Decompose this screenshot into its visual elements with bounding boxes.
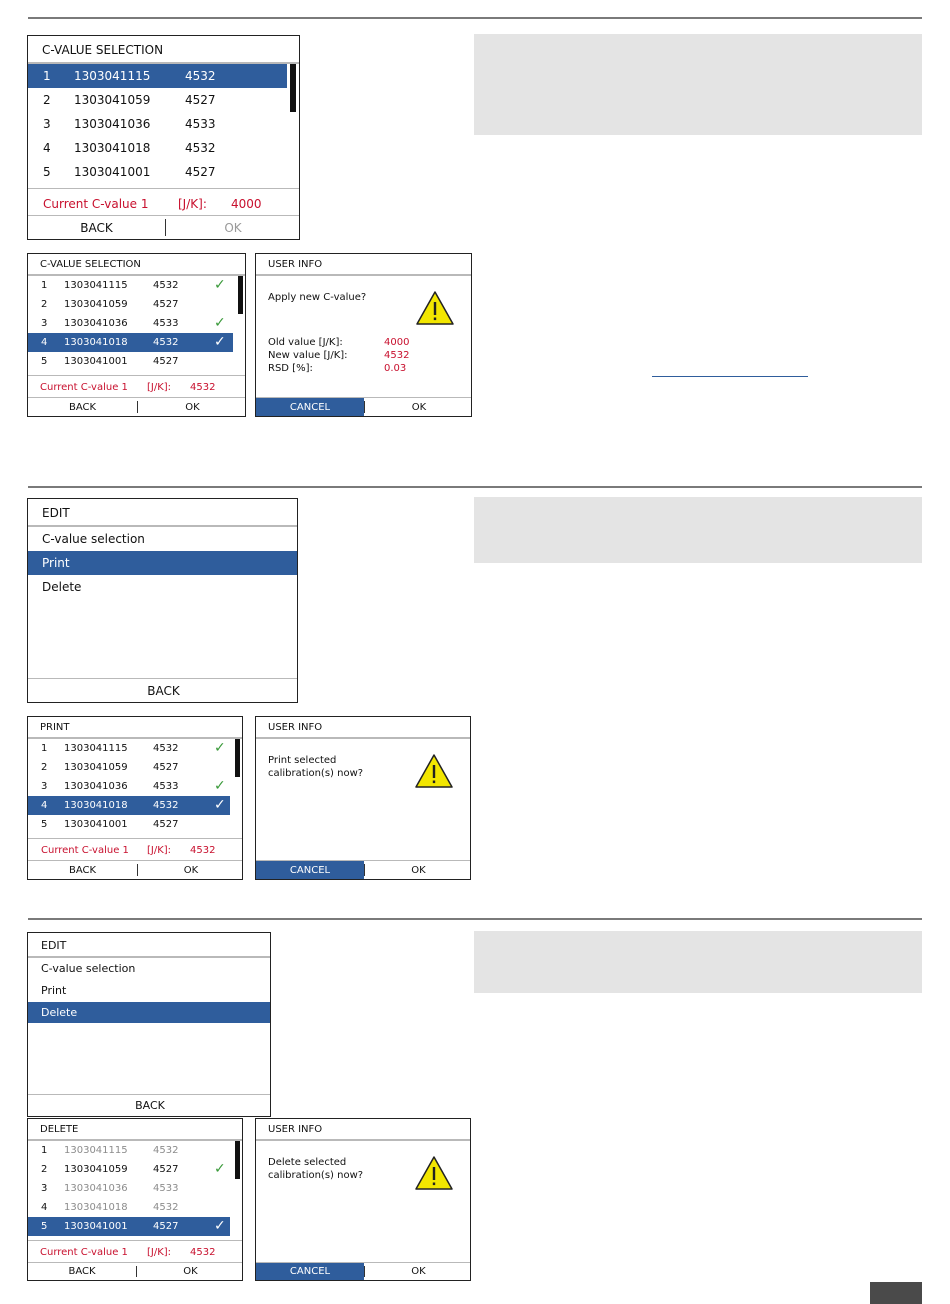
menu-item-print[interactable]: Print [41,984,67,997]
section-divider [28,17,922,19]
dialog-message-line1: Print selected [268,755,337,766]
softkey-bar [28,678,297,702]
checkmark-icon: ✓ [214,315,226,331]
softkey-bar [28,1094,270,1116]
checkmark-icon: ✓ [214,740,226,756]
screen-title: PRINT [28,717,242,739]
rsd-value: 0.03 [384,363,407,374]
dialog-message-line1: Delete selected [268,1157,347,1168]
checkmark-icon: ✓ [214,797,226,813]
menu-item-delete[interactable]: Delete [28,1002,270,1023]
list-item[interactable]: 4 1303041018 4532 ✓ [28,333,233,352]
edit-menu-screen [27,498,298,703]
checkmark-icon: ✓ [214,1218,226,1234]
cvalue-selection-screen [27,253,246,417]
scrollbar[interactable] [290,64,296,112]
dialog-title: USER INFO [256,254,471,276]
list-item[interactable]: 5 1303041001 4527 [41,356,179,367]
edit-menu-screen [27,932,271,1117]
list-item[interactable]: 1 1303041115 4532 [41,1145,179,1156]
section-divider [28,918,922,920]
list-item[interactable]: 2 1303041059 4527 [43,93,216,107]
menu-item-print[interactable]: Print [28,551,297,575]
dialog-question: Apply new C-value? [268,292,367,303]
ok-button[interactable]: OK [411,402,427,413]
current-cvalue: Current C-value 1 [J/K]: 4000 [28,188,299,218]
softkey-bar [256,860,470,879]
scrollbar[interactable] [235,1141,240,1179]
softkey-bar [28,860,242,879]
screen-title: C-VALUE SELECTION [28,36,299,64]
description-panel [474,931,922,993]
list-item[interactable]: 5 1303041001 4527 ✓ [28,1217,230,1236]
screen-title: EDIT [28,933,270,958]
section-divider [28,486,922,488]
list-item[interactable]: 2 1303041059 4527 [41,299,179,310]
old-value: 4000 [384,337,410,348]
list-item[interactable]: 3 1303041036 4533 [43,117,216,131]
current-cvalue: Current C-value 1 [J/K]: 4532 [28,375,245,398]
back-button[interactable]: BACK [80,221,113,235]
cancel-button[interactable]: CANCEL [256,861,364,879]
screen-title: C-VALUE SELECTION [28,254,245,276]
checkmark-icon: ✓ [214,1161,226,1177]
list-item[interactable]: 3 1303041036 4533 ✓ [41,315,226,331]
ok-button[interactable]: OK [411,1266,426,1277]
softkey-bar [256,1262,470,1280]
delete-screen [27,1118,243,1281]
menu-item-cvalue-selection[interactable]: C-value selection [42,532,145,546]
list-item[interactable]: 2 1303041059 4527 [41,762,179,773]
menu-item-delete[interactable]: Delete [42,580,82,594]
list-item[interactable]: 4 1303041018 4532 [43,141,216,155]
back-button[interactable]: BACK [147,684,180,698]
list-item[interactable]: 3 1303041036 4533 ✓ [41,778,226,794]
dialog-title: USER INFO [256,717,470,739]
dialog-message-line2: calibration(s) now? [268,1170,364,1181]
back-button[interactable]: BACK [68,865,97,876]
current-cvalue: Current C-value 1 [J/K]: 4532 [28,1240,242,1263]
old-value-label: Old value [J/K]: [268,337,343,348]
user-info-dialog [255,1118,471,1281]
print-screen [27,716,243,880]
dialog-title: USER INFO [256,1119,470,1141]
list-item[interactable]: 3 1303041036 4533 [41,1183,179,1194]
back-button[interactable]: BACK [135,1099,165,1112]
list-item[interactable]: 4 1303041018 4532 [41,1202,179,1213]
page-number-tab [870,1282,922,1304]
ok-button[interactable]: OK [185,402,200,413]
checkmark-icon: ✓ [214,277,226,293]
list-item[interactable]: 1 1303041115 4532 ✓ [41,277,226,293]
softkey-bar [28,1262,242,1280]
cancel-button[interactable]: CANCEL [256,1263,364,1280]
warning-icon [414,1155,454,1191]
scrollbar[interactable] [238,276,243,314]
description-panel [474,497,922,563]
list-item[interactable]: 5 1303041001 4527 [41,819,179,830]
link-underline [652,376,808,377]
softkey-bar [28,215,299,239]
description-panel [474,34,922,135]
list-item[interactable]: 1 1303041115 4532 ✓ [41,740,226,756]
cancel-button[interactable]: CANCEL [256,398,364,416]
new-value: 4532 [384,350,410,361]
user-info-dialog [255,716,471,880]
softkey-bar [256,397,471,416]
menu-item-cvalue-selection[interactable]: C-value selection [41,962,136,975]
current-cvalue: Current C-value 1 [J/K]: 4532 [28,838,242,861]
warning-icon [414,753,454,789]
screen-title: EDIT [28,499,297,527]
list-item[interactable]: 2 1303041059 4527 ✓ [41,1161,226,1177]
ok-button[interactable]: OK [411,865,426,876]
checkmark-icon: ✓ [214,778,226,794]
dialog-message-line2: calibration(s) now? [268,768,364,779]
list-item[interactable]: 1 1303041115 4532 [28,64,287,88]
list-item[interactable]: 5 1303041001 4527 [43,165,216,179]
rsd-label: RSD [%]: [268,363,313,374]
softkey-bar [28,397,245,416]
back-button[interactable]: BACK [68,402,97,413]
ok-button[interactable]: OK [183,865,199,876]
back-button[interactable]: BACK [68,1266,96,1277]
checkmark-icon: ✓ [214,334,226,350]
warning-icon [415,290,455,326]
list-item[interactable]: 4 1303041018 4532 ✓ [28,796,230,815]
scrollbar[interactable] [235,739,240,777]
new-value-label: New value [J/K]: [268,350,348,361]
user-info-dialog [255,253,472,417]
cvalue-selection-screen [27,35,300,240]
ok-button[interactable]: OK [224,221,242,235]
screen-title: DELETE [28,1119,242,1141]
ok-button[interactable]: OK [183,1266,198,1277]
